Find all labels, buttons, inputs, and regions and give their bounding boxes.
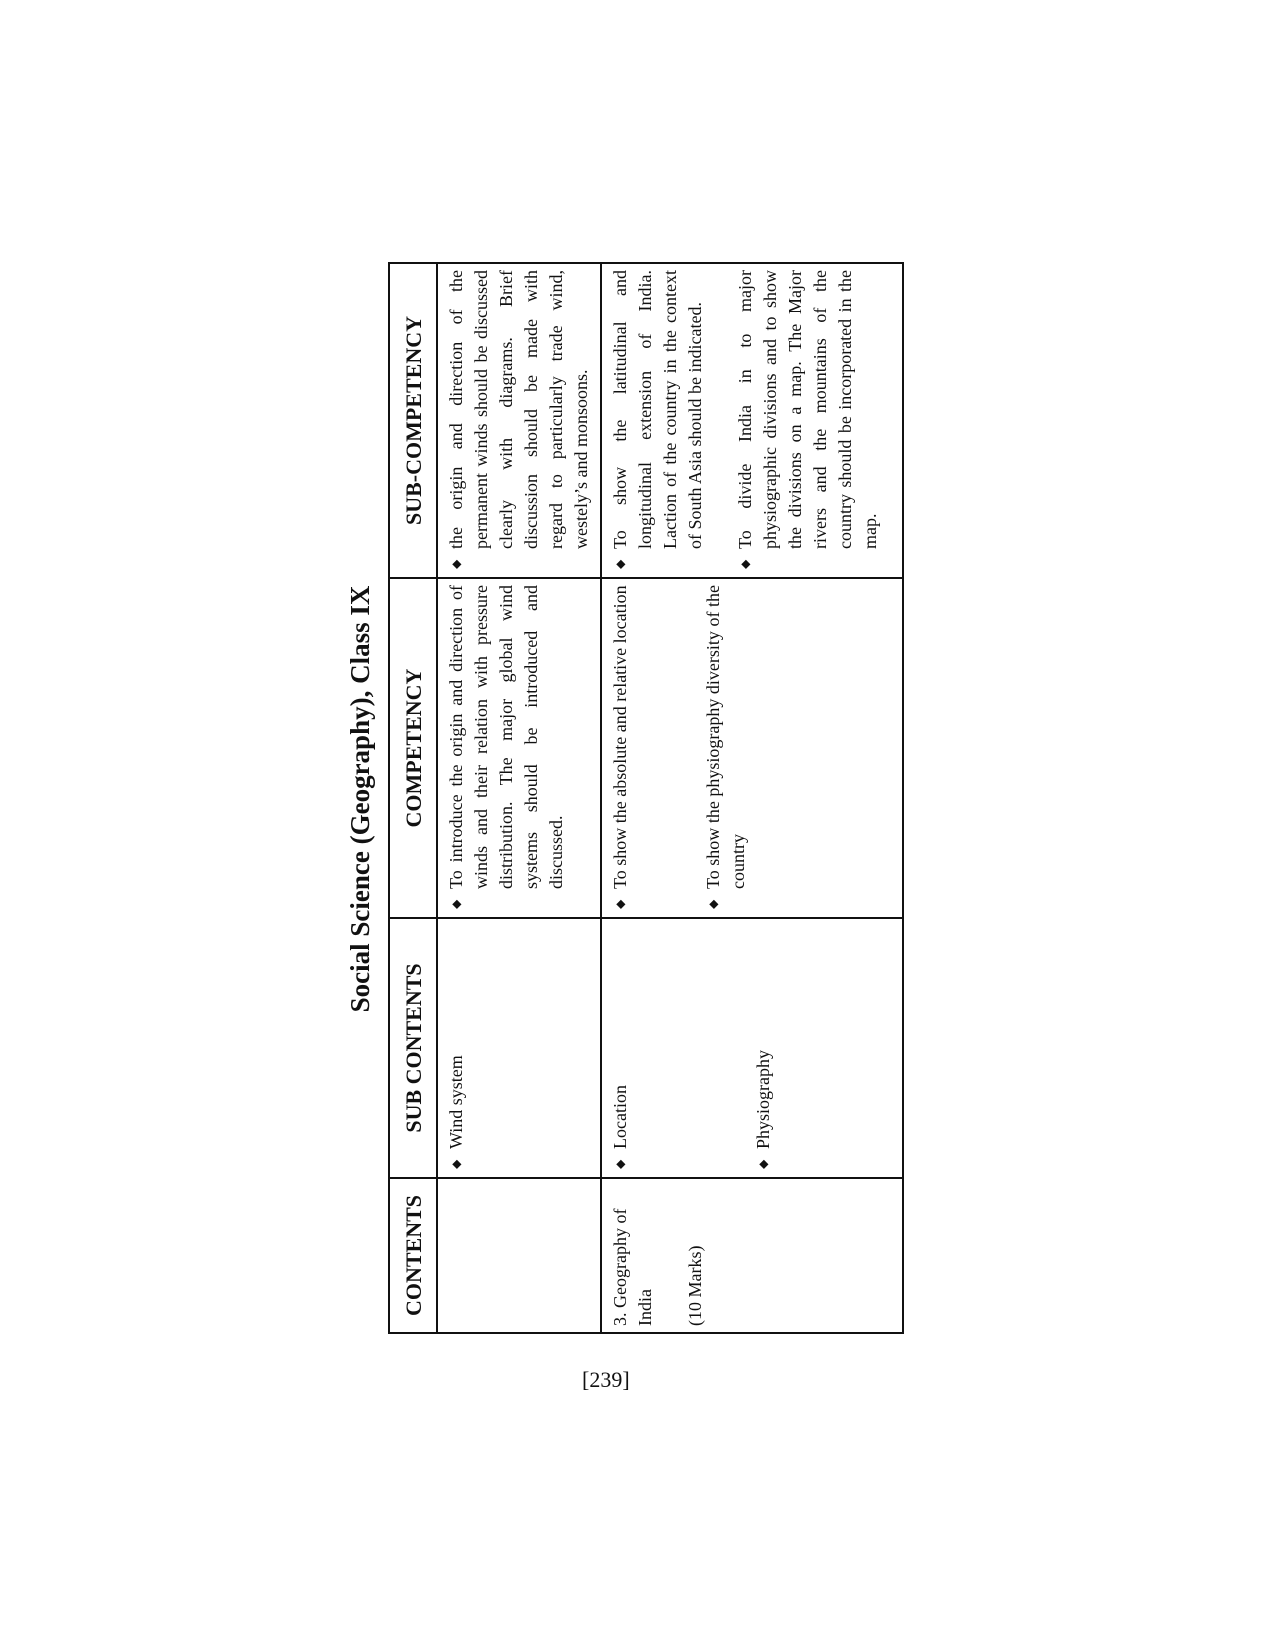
header-competency: COMPETENCY (389, 578, 437, 918)
cell-sub-competency (437, 263, 601, 578)
cell-competency (437, 578, 601, 918)
header-sub-contents: SUB CONTENTS (389, 918, 437, 1178)
table-row (601, 263, 903, 1333)
cell-sub-contents (601, 918, 903, 1178)
list-item (751, 925, 776, 1171)
rotated-page (335, 264, 925, 1392)
cell-competency (601, 578, 903, 918)
list-item (733, 270, 883, 571)
header-contents: CONTENTS (389, 1178, 437, 1333)
competency-text: To show the physiography diversity of the country (703, 585, 748, 889)
list-item (444, 925, 469, 1171)
contents-marks: (10 Marks) (685, 1245, 705, 1326)
diamond-bullet-icon: ◆ (449, 559, 463, 569)
table-header-row (389, 263, 437, 1333)
sub-competency-text: To divide India in to major physiographic divisions and to show the divisions on a map. The Major rivers and the mountains of the country should be incorporated in the map. (735, 270, 880, 549)
diamond-bullet-icon: ◆ (613, 559, 627, 569)
list-item (608, 925, 633, 1171)
contents-text: 3. Geography of India (610, 1208, 655, 1326)
diamond-bullet-icon: ◆ (449, 1159, 463, 1169)
sub-content-text: Wind system (446, 1055, 466, 1149)
list-item (608, 270, 708, 571)
cell-sub-contents (437, 918, 601, 1178)
sub-content-text: Location (610, 1085, 630, 1149)
sub-competency-text: the origin and direction of the permanent winds should be discussed clearly with diagrams. Brief discussion should be made with regard to particularly trade wind, westely’s and monsoons. (446, 270, 591, 549)
cell-sub-competency (601, 263, 903, 578)
diamond-bullet-icon: ◆ (613, 899, 627, 909)
cell-contents (437, 1178, 601, 1333)
list-item (701, 585, 751, 911)
header-sub-competency: SUB-COMPETENCY (389, 263, 437, 578)
sub-content-text: Physiography (753, 1050, 773, 1149)
diamond-bullet-icon: ◆ (449, 899, 463, 909)
diamond-bullet-icon: ◆ (756, 1159, 770, 1169)
sub-competency-text: To show the latitudinal and longitudinal extension of India. Laction of the country in the context of South Asia should be indicated. (610, 270, 705, 549)
page-title: Social Science (Geography), Class IX (345, 585, 375, 1013)
competency-text: To introduce the origin and direction of winds and their relation with pressure distribution. The major global wind systems should be introduced and discussed. (446, 585, 566, 889)
syllabus-table (388, 262, 904, 1334)
list-item (444, 270, 594, 571)
cell-contents (601, 1178, 903, 1333)
table-row (437, 263, 601, 1333)
competency-text: To show the absolute and relative location (610, 585, 630, 889)
diamond-bullet-icon: ◆ (706, 899, 720, 909)
diamond-bullet-icon: ◆ (738, 559, 752, 569)
list-item (444, 585, 569, 911)
list-item (608, 585, 633, 911)
diamond-bullet-icon: ◆ (613, 1159, 627, 1169)
page-number: [239] (582, 1367, 630, 1392)
